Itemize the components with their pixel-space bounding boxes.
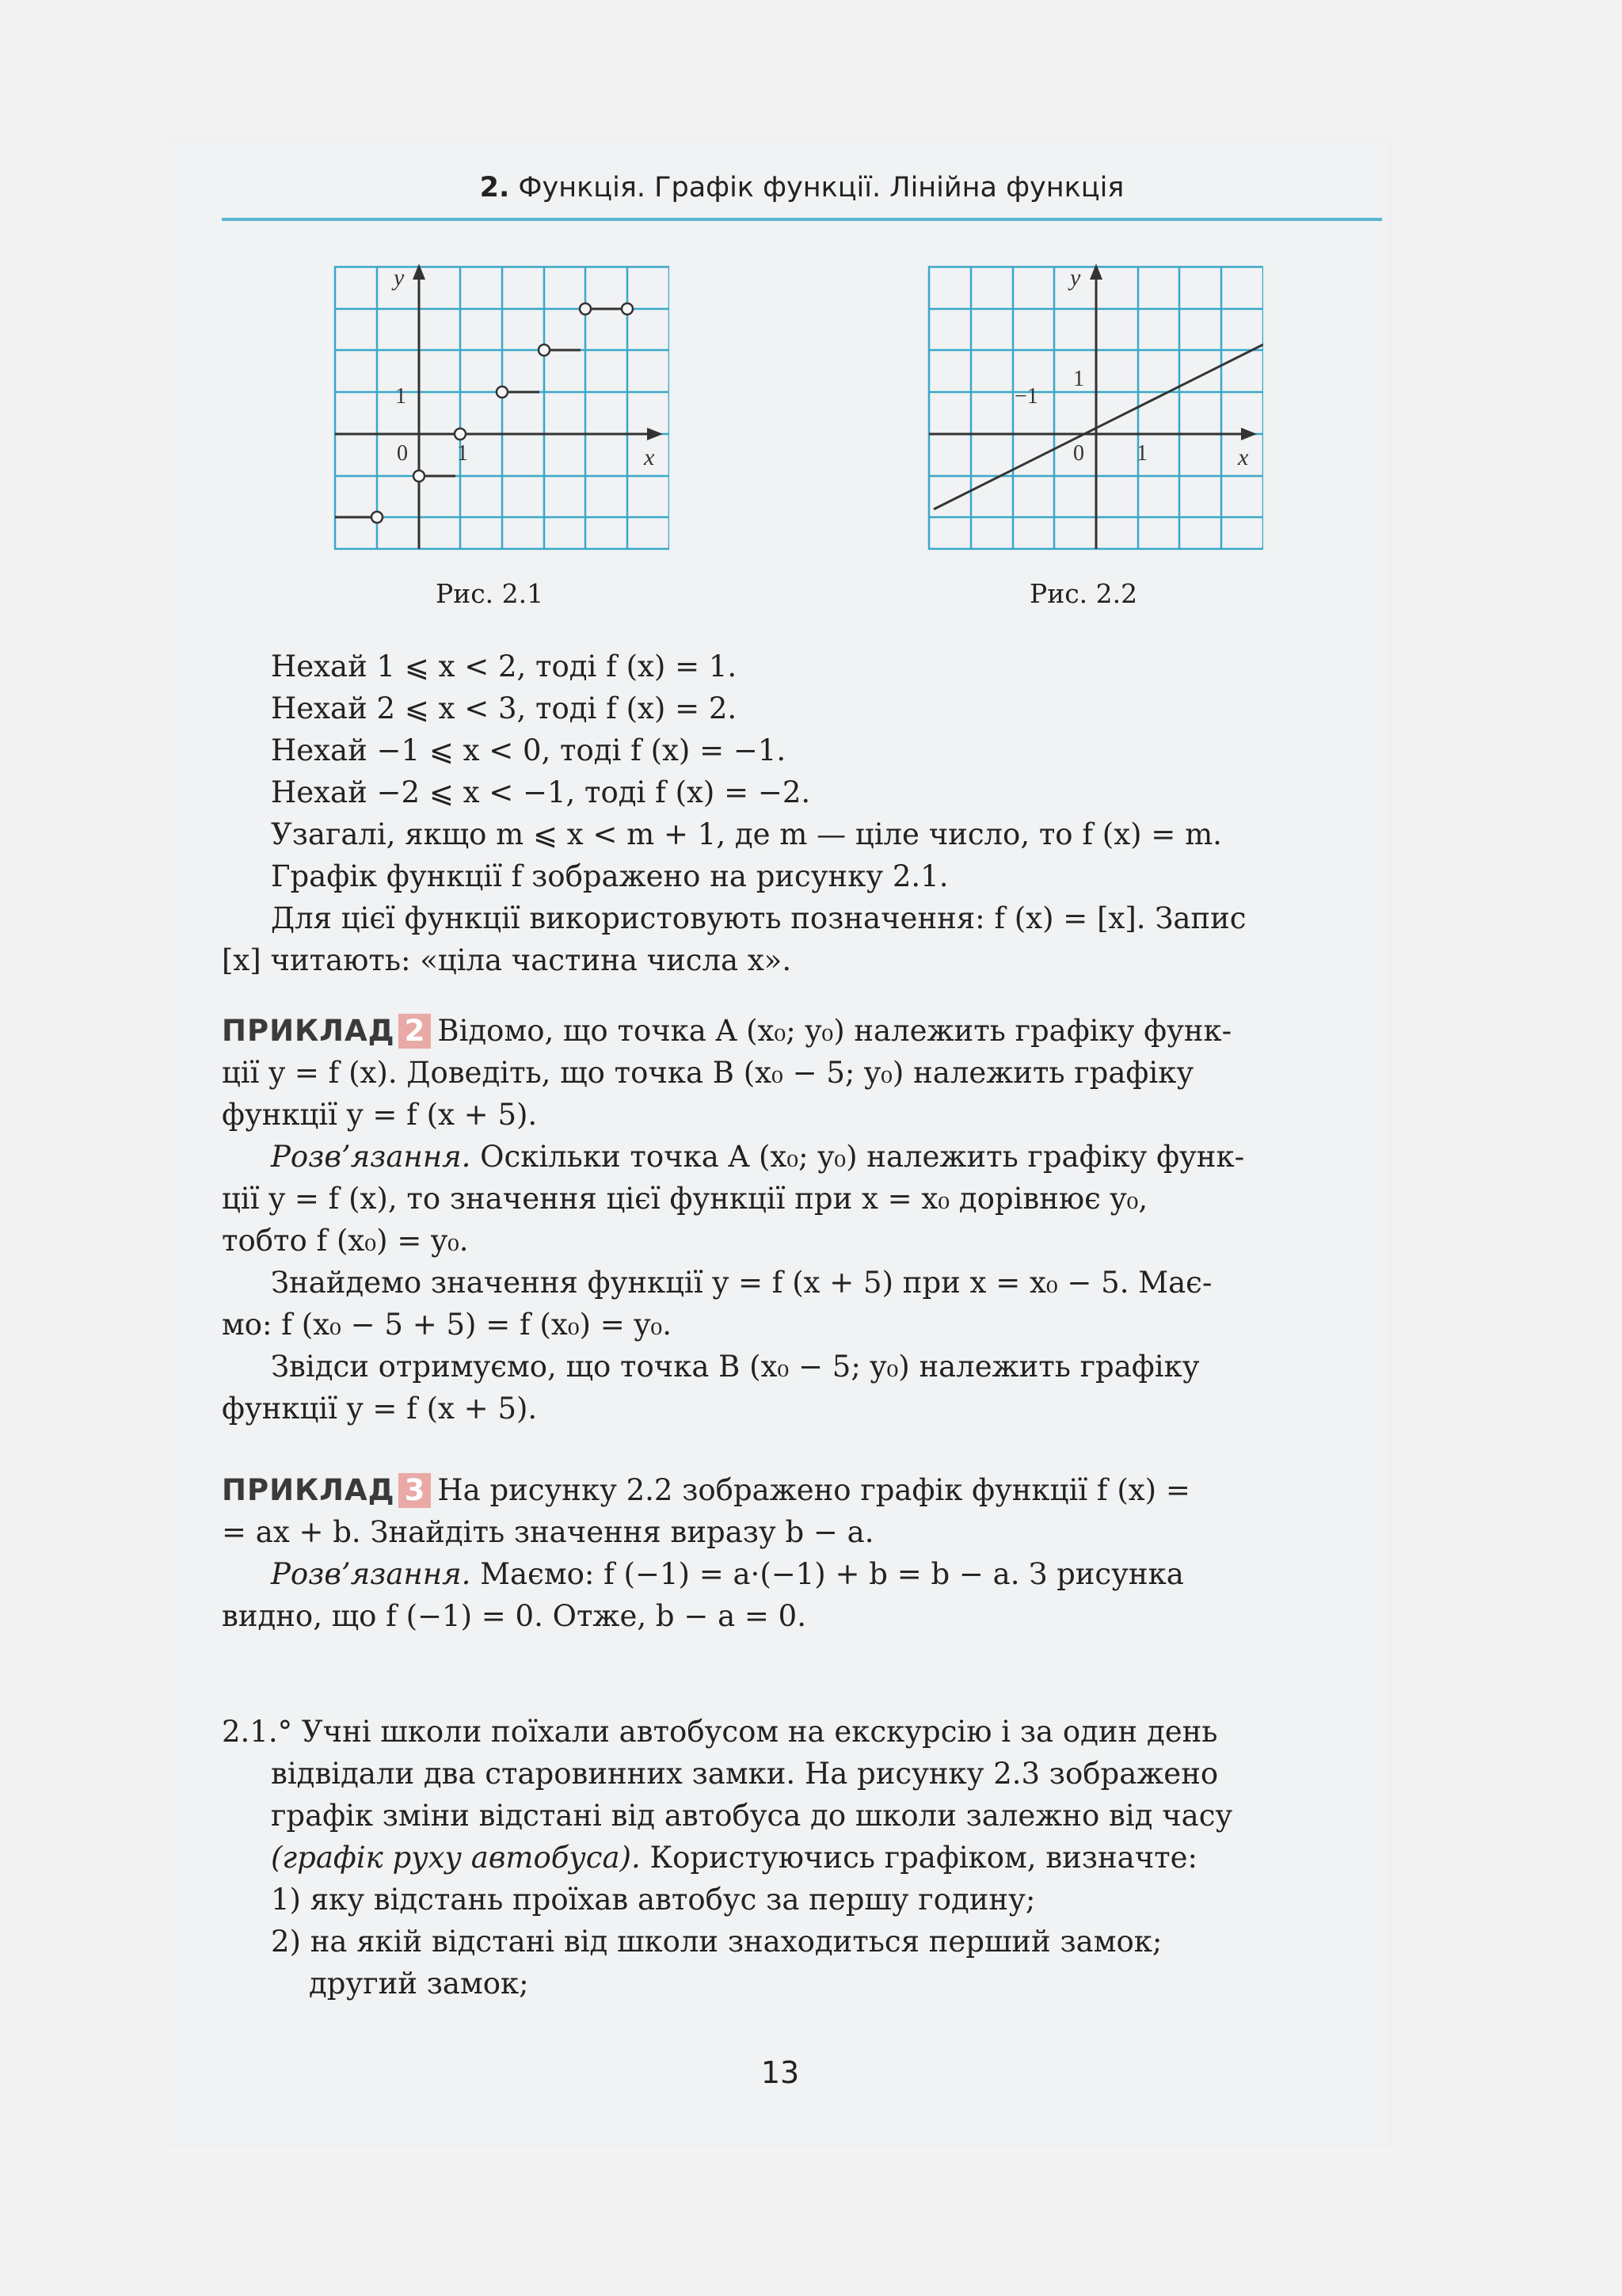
text-line: функції y = f (x + 5).	[222, 1098, 538, 1132]
list-item: 1) яку відстань проїхав автобус за першу годину;	[271, 1883, 1036, 1917]
solution-label: Розв’язання.	[271, 1140, 471, 1174]
example-3-number: 3	[398, 1473, 432, 1508]
text-line: Маємо: f (−1) = a·(−1) + b = b − a. З рисунка	[480, 1557, 1184, 1591]
fig2-minus-one: −1	[1015, 384, 1038, 409]
fig2-y-label: y	[1070, 265, 1081, 291]
textbook-page	[170, 139, 1390, 2146]
fig2-x-label: x	[1238, 444, 1249, 470]
fig1-caption: Рис. 2.1	[436, 578, 544, 609]
fig1-y-one: 1	[395, 384, 406, 409]
fig1-y-label: y	[394, 265, 405, 291]
text-line: Користуючись графіком, визначте:	[640, 1841, 1198, 1875]
page-header	[222, 172, 1382, 204]
text-line: Нехай −2 ⩽ x < −1, тоді f (x) = −2.	[271, 775, 811, 809]
exercise-number: 2.1.°	[222, 1715, 293, 1749]
text-line: відвідали два старовинних замки. На рисунку 2.3 зображено	[271, 1757, 1219, 1791]
example-2-label: ПРИКЛАД	[222, 1014, 395, 1048]
text-line: Нехай 1 ⩽ x < 2, тоді f (x) = 1.	[271, 649, 737, 683]
fig2-x-one: 1	[1137, 441, 1148, 466]
text-line: функції y = f (x + 5).	[222, 1392, 538, 1426]
text-line: Учні школи поїхали автобусом на екскурсію і за один день	[301, 1715, 1218, 1749]
text-line: Відомо, що точка A (x₀; y₀) належить графіку функ-	[437, 1014, 1232, 1048]
text-line: видно, що f (−1) = 0. Отже, b − a = 0.	[222, 1599, 806, 1633]
fig2-caption: Рис. 2.2	[1030, 578, 1138, 609]
example-3-label: ПРИКЛАД	[222, 1473, 395, 1507]
text-line: = ax + b. Знайдіть значення виразу b − a.	[222, 1515, 874, 1549]
text-line: графік зміни відстані від автобуса до школи залежно від часу	[271, 1799, 1233, 1833]
text-line: Нехай −1 ⩽ x < 0, тоді f (x) = −1.	[271, 733, 786, 767]
figure-2-2	[915, 249, 1263, 558]
text-line: другий замок;	[309, 1967, 529, 2001]
text-line: Для цієї функції використовують позначення: f (x) = [x]. Запис	[271, 901, 1247, 935]
solution-label: Розв’язання.	[271, 1557, 471, 1591]
text-line: На рисунку 2.2 зображено графік функції f (x) =	[437, 1473, 1190, 1507]
exercise-2-1	[222, 1711, 1382, 2005]
list-item: 2) на якій відстані від школи знаходиться перший замок;	[271, 1925, 1163, 1959]
fig1-zero: 0	[397, 441, 408, 466]
text-line: Звідси отримуємо, що точка B (x₀ − 5; y₀) належить графіку	[271, 1350, 1200, 1384]
header-number: 2.	[479, 172, 510, 204]
figure-2-1	[321, 249, 669, 558]
header-rule	[222, 218, 1382, 221]
fig2-y-one: 1	[1073, 367, 1084, 391]
text-line: тобто f (x₀) = y₀.	[222, 1224, 469, 1258]
text-line: [x] читають: «ціла частина числа x».	[222, 943, 792, 977]
intro-text	[222, 645, 1382, 981]
text-line: ції y = f (x), то значення цієї функції при x = x₀ дорівнює y₀,	[222, 1182, 1148, 1216]
text-italic: (графік руху автобуса).	[271, 1841, 641, 1875]
example-2-number: 2	[398, 1014, 432, 1049]
text-line: Узагалі, якщо m ⩽ x < m + 1, де m — ціле число, то f (x) = m.	[271, 817, 1222, 851]
page-number: 13	[760, 2055, 800, 2090]
example-3	[222, 1469, 1382, 1637]
example-2	[222, 1010, 1382, 1430]
text-line: ції y = f (x). Доведіть, що точка B (x₀ − 5; y₀) належить графіку	[222, 1056, 1194, 1090]
fig2-zero: 0	[1073, 441, 1084, 466]
text-line: Оскільки точка A (x₀; y₀) належить графіку функ-	[480, 1140, 1245, 1174]
text-line: Знайдемо значення функції y = f (x + 5) при x = x₀ − 5. Має-	[271, 1266, 1213, 1300]
fig1-x-one: 1	[457, 441, 468, 466]
header-title: Функція. Графік функції. Лінійна функція	[518, 172, 1125, 204]
text-line: мо: f (x₀ − 5 + 5) = f (x₀) = y₀.	[222, 1308, 672, 1342]
text-line: Нехай 2 ⩽ x < 3, тоді f (x) = 2.	[271, 691, 737, 725]
fig1-x-label: x	[644, 444, 655, 470]
text-line: Графік функції f зображено на рисунку 2.1.	[271, 859, 949, 893]
